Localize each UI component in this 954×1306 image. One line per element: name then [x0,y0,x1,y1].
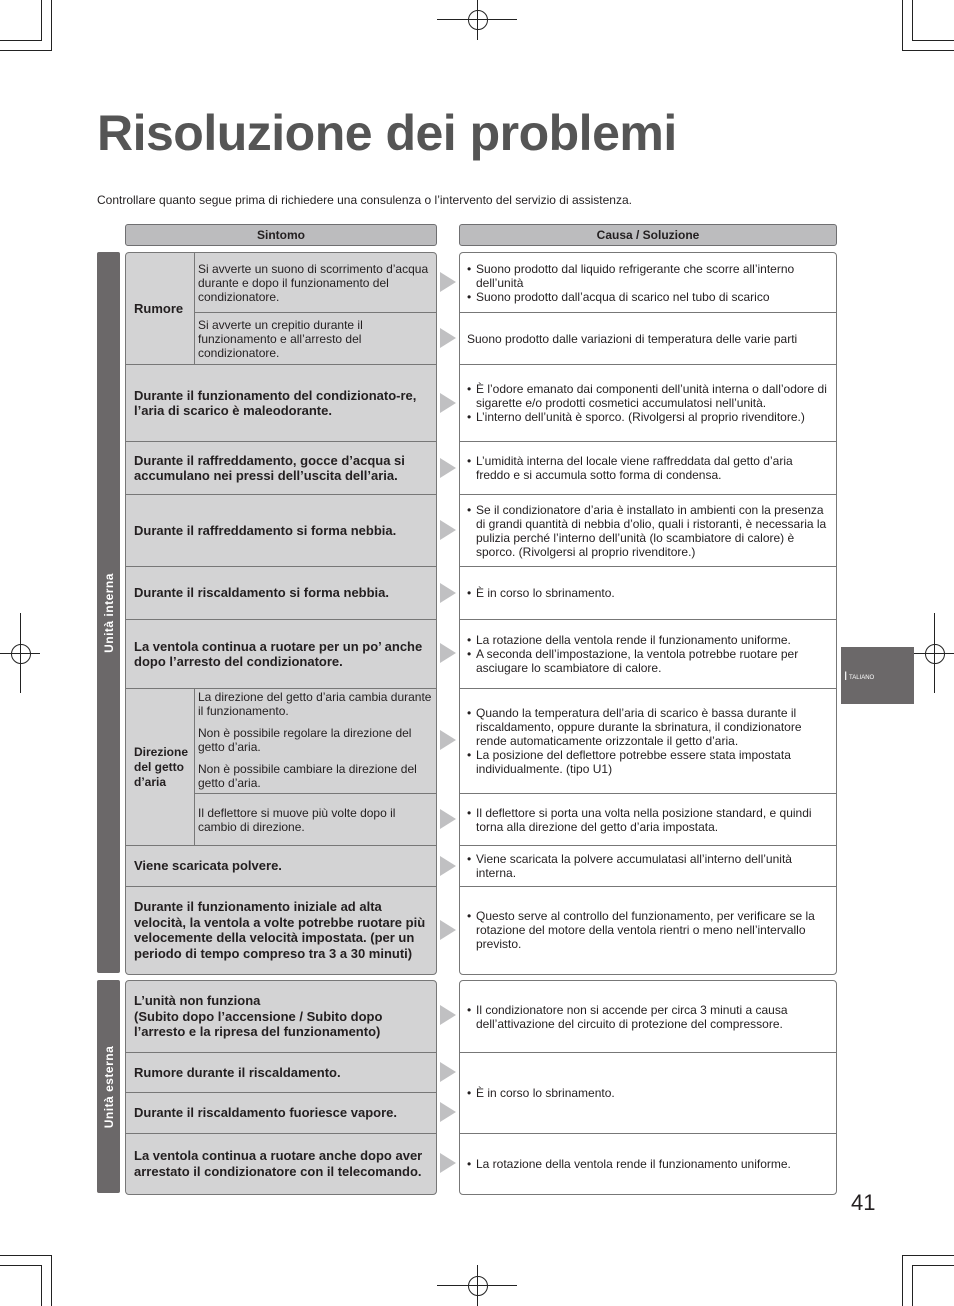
symptom-noise-crackle: Si avverte un crepitio durante il funzionamento e all’arresto del condizionatore. [198,317,363,360]
symptom-airflow-label: Direzione del getto d’aria [134,744,189,789]
section-internal-unit: Unità interna [97,252,120,973]
arrow-right-icon [440,1062,456,1082]
arrow-right-icon [440,583,456,603]
header-symptom: Sintomo [125,224,437,246]
crop-mark [902,1255,903,1306]
cause-odor: • È l’odore emanato dai componenti dell’unità interna o dall’odore di sigarette e/o prodotti cosmetici accumulatosi nell’unità. • L’interno dell’unità è sporco. (Rivolgersi al proprio rivenditore.) [460,365,835,441]
cause-louver: • Il deflettore si porta una volta nella posizione standard, e quindi torna alla direzione del getto d’aria impostata. [460,794,835,845]
arrow-right-icon [440,1005,456,1025]
crosshair-circle [925,644,945,664]
crop-mark [41,0,42,41]
header-cause: Causa / Soluzione [459,224,837,246]
section-external-unit: Unità esterna [97,980,120,1193]
cause-fan-continues: • La rotazione della ventola rende il funzionamento uniforme. • A seconda dell’impostazione, la ventola potrebbe ruotare per asciugare lo scambiatore di calore. [460,620,835,688]
cause-airflow: • Quando la temperatura dell’aria di scarico è bassa durante il riscaldamento, oppure durante la sbrinatura, il condizionatore rende automaticamente orizzontale il getto d’aria. • La posizione del deflettore potrebbe essere stata impostata individualmente. (tipo U1) [460,689,835,793]
cause-heating-mist: • È in corso lo sbrinamento. [460,567,835,619]
crop-mark [912,40,954,41]
symptom-louver-moves: Il deflettore si muove più volte dopo il cambio di direzione. [198,805,396,834]
arrow-right-icon [440,856,456,876]
symptom-fan-after-remote: La ventola continua a ruotare anche dopo aver arrestato il condizionatore con il telecomando. [134,1148,423,1179]
cause-water-drops: • L’umidità interna del locale viene raffreddata dal getto d’aria freddo e si accumula sotto forma di condensa. [460,442,835,494]
cause-unit-not-working: • Il condizionatore non si accende per circa 3 minuti a causa dell’attivazione del circuito di protezione del compressore. [460,981,835,1052]
symptom-fan-continues: La ventola continua a ruotare per un po’ anche dopo l’arresto del condizionatore. [134,638,423,669]
language-tab-initial: I [844,669,848,683]
language-tab [841,647,914,704]
arrow-right-icon [440,458,456,478]
cause-fan-after-remote: • La rotazione della ventola rende il funzionamento uniforme. [460,1134,835,1193]
crop-mark [902,0,903,51]
crop-mark [902,1255,954,1256]
arrow-right-icon [440,272,456,292]
symptom-odor: Durante il funzionamento del condizionato-re, l’aria di scarico è maleodorante. [134,387,417,418]
arrow-right-icon [440,393,456,413]
arrow-right-icon [440,643,456,663]
cause-noise-water: • Suono prodotto dal liquido refrigerante che scorre all’interno dell’unità • Suono prodotto dall’acqua di scarico nel tubo di scarico [460,253,835,312]
arrow-right-icon [440,1102,456,1122]
symptom-dust: Viene scaricata polvere. [134,858,282,874]
symptom-high-speed: Durante il funzionamento iniziale ad alta velocità, la ventola a volte potrebbe ruotare più velocemente della velocità impostata. (per un periodo di tempo compreso tra 3 a 30 minuti) [134,899,426,961]
crop-mark [0,50,51,51]
intro-text: Controllare quanto segue prima di richiedere una consulenza o l’intervento del servizio di assistenza. [97,193,632,207]
page-number: 41 [851,1190,876,1215]
crop-mark [51,0,52,51]
symptom-unit-not-working: L’unità non funziona (Subito dopo l’accensione / Subito dopo l’arresto e la ripresa del funzionamento) [134,993,383,1040]
crosshair-circle [11,644,31,664]
cause-noise-crackle: Suono prodotto dalle variazioni di temperatura delle varie parti [467,331,798,346]
symptom-noise-label: Rumore [134,300,184,316]
divider [194,689,195,845]
symptom-cooling-mist: Durante il raffreddamento si forma nebbia. [134,522,397,538]
language-tab-rest: TALIANO [849,675,875,681]
arrow-right-icon [440,920,456,940]
symptom-heating-steam: Durante il riscaldamento fuoriesce vapore. [134,1105,397,1121]
cause-defrosting: • È in corso lo sbrinamento. [460,1053,835,1133]
crop-mark [912,0,913,41]
arrow-right-icon [440,809,456,829]
crop-mark [0,1265,41,1266]
cause-cooling-mist: • Se il condizionatore d’aria è installato in ambienti con la presenza di grandi quantità di nebbia d’olio, quali i ristoranti, è necessaria la pulizia perché l’interno dell’unità (lo scambiatore di calore) è sporco. (Rivolgersi al proprio rivenditore.) [460,495,835,566]
crop-mark [51,1255,52,1306]
symptom-water-drops: Durante il raffreddamento, gocce d’acqua si accumulano nei pressi dell’uscita dell’aria. [134,452,405,483]
airflow-cannot-change-text: Non è possibile cambiare la direzione del getto d’aria. [198,762,417,790]
symptom-heating-noise: Rumore durante il riscaldamento. [134,1064,341,1080]
divider [194,253,195,364]
cause-dust: • Viene scaricata la polvere accumulatasi all’interno dell’unità interna. [460,846,835,886]
symptom-noise-water: Si avverte un suono di scorrimento d’acqua durante e dopo il funzionamento del condizionatore. [198,261,429,304]
page-title: Risoluzione dei problemi [97,105,677,161]
crosshair-circle [468,1276,488,1296]
arrow-right-icon [440,328,456,348]
cause-high-speed: • Questo serve al controllo del funzionamento, per verificare se la rotazione del motore della ventola rientri o meno nell’intervallo previsto. [460,887,835,973]
arrow-right-icon [440,730,456,750]
airflow-changes-text: La direzione del getto d’aria cambia durante il funzionamento. [198,690,432,718]
crop-mark [902,50,954,51]
crosshair-circle [468,10,488,30]
symptom-airflow-changes [198,690,434,790]
crop-mark [912,1265,913,1306]
arrow-right-icon [440,1153,456,1173]
arrow-right-icon [440,520,456,540]
crop-mark [912,1265,954,1266]
crop-mark [41,1265,42,1306]
crop-mark [0,40,41,41]
symptom-heating-mist: Durante il riscaldamento si forma nebbia. [134,585,390,601]
crop-mark [0,1255,51,1256]
airflow-cannot-adjust-text: Non è possibile regolare la direzione del getto d’aria. [198,726,412,754]
